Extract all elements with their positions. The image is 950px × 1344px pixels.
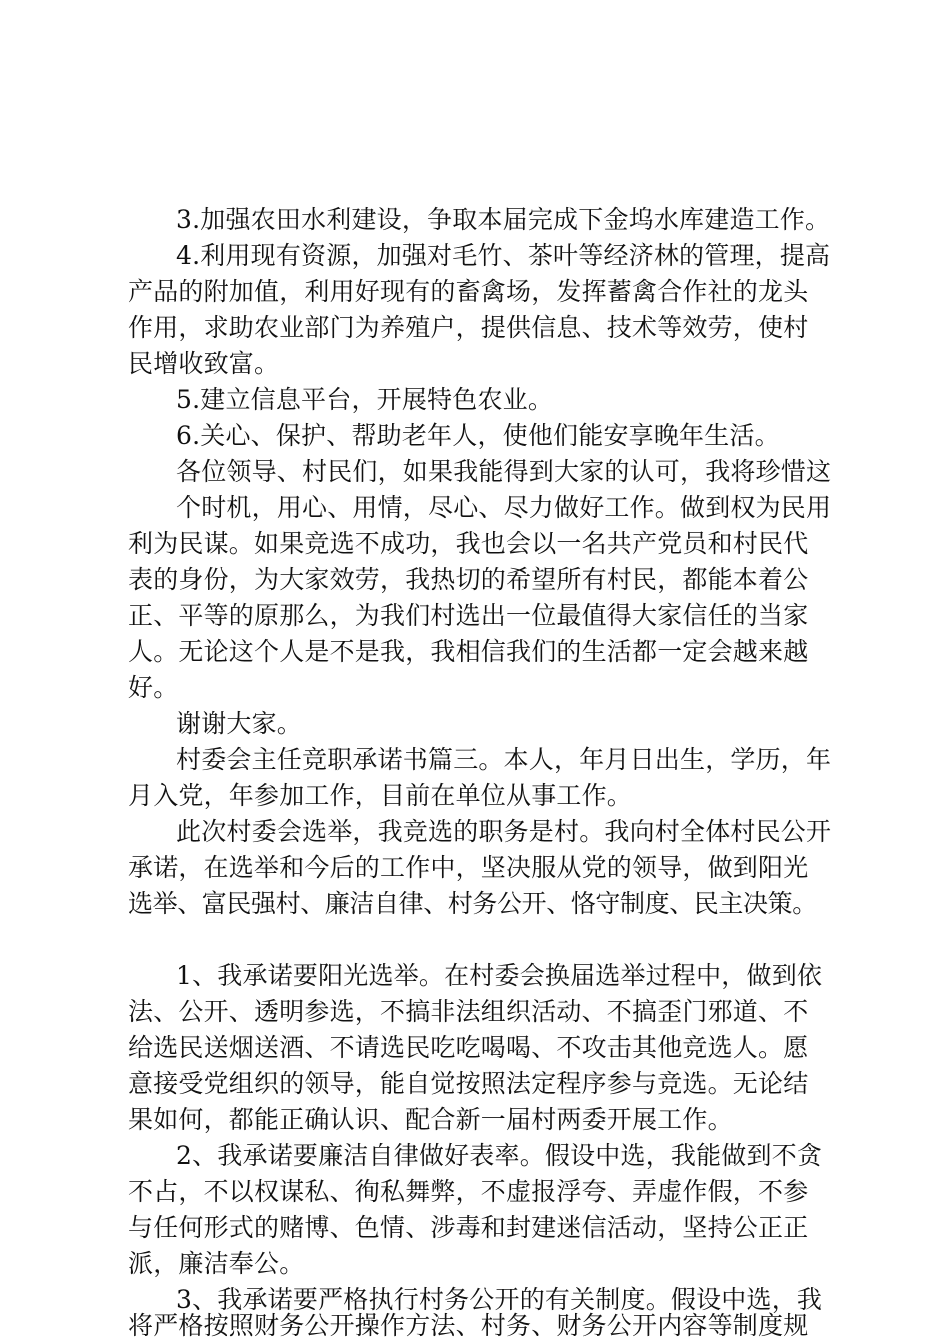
text-line: 作用，求助农业部门为养殖户，提供信息、技术等效劳，使村 — [128, 313, 809, 342]
text-line: 意接受党组织的领导，能自觉按照法定程序参与竞选。无论结 — [128, 1069, 809, 1098]
text-line: 谢谢大家。 — [176, 709, 303, 738]
text-line: 派，廉洁奉公。 — [128, 1249, 305, 1278]
text-line: 与任何形式的赌博、色情、涉毒和封建迷信活动，坚持公正正 — [128, 1213, 809, 1242]
text-line: 4.利用现有资源，加强对毛竹、茶叶等经济林的管理，提高 — [176, 241, 831, 270]
text-line: 正、平等的原那么，为我们村选出一位最值得大家信任的当家 — [128, 601, 809, 630]
text-line: 给选民送烟送酒、不请选民吃吃喝喝、不攻击其他竞选人。愿 — [128, 1033, 809, 1062]
text-line: 村委会主任竞职承诺书篇三。本人，年月日出生，学历，年 — [176, 745, 832, 774]
text-line: 月入党，年参加工作，目前在单位从事工作。 — [128, 781, 633, 810]
text-line: 3.加强农田水利建设，争取本届完成下金坞水库建造工作。 — [176, 205, 831, 234]
text-line: 产品的附加值，利用好现有的畜禽场，发挥蓄禽合作社的龙头 — [128, 277, 809, 306]
text-line: 利为民谋。如果竞选不成功，我也会以一名共产党员和村民代 — [128, 529, 809, 558]
text-line: 承诺，在选举和今后的工作中，坚决服从党的领导，做到阳光 — [128, 853, 809, 882]
text-line: 此次村委会选举，我竞选的职务是村。我向村全体村民公开 — [176, 817, 832, 846]
text-line: 各位领导、村民们，如果我能得到大家的认可，我将珍惜这 — [176, 457, 832, 486]
text-line: 选举、富民强村、廉洁自律、村务公开、恪守制度、民主决策。 — [128, 889, 817, 918]
text-line: 好。 — [128, 673, 179, 702]
text-line: 法、公开、透明参选，不搞非法组织活动、不搞歪门邪道、不 — [128, 997, 809, 1026]
text-line: 民增收致富。 — [128, 349, 280, 378]
text-line: 表的身份，为大家效劳，我热切的希望所有村民，都能本着公 — [128, 565, 809, 594]
text-line: 3、我承诺要严格执行村务公开的有关制度。假设中选，我 — [176, 1285, 823, 1314]
text-line: 不占，不以权谋私、徇私舞弊，不虚报浮夸、弄虚作假，不参 — [128, 1177, 809, 1206]
text-line: 人。无论这个人是不是我，我相信我们的生活都一定会越来越 — [128, 637, 809, 666]
text-line: 将严格按照财务公开操作方法、村务、财务公开内容等制度规 — [128, 1311, 809, 1340]
text-line: 5.建立信息平台，开展特色农业。 — [176, 385, 554, 414]
text-line: 2、我承诺要廉洁自律做好表率。假设中选，我能做到不贪 — [176, 1141, 823, 1170]
text-line: 果如何，都能正确认识、配合新一届村两委开展工作。 — [128, 1105, 733, 1134]
text-line: 6.关心、保护、帮助老年人，使他们能安享晚年生活。 — [176, 421, 780, 450]
text-line: 1、我承诺要阳光选举。在村委会换届选举过程中，做到依 — [176, 961, 823, 990]
text-line: 个时机，用心、用情，尽心、尽力做好工作。做到权为民用 — [176, 493, 832, 522]
